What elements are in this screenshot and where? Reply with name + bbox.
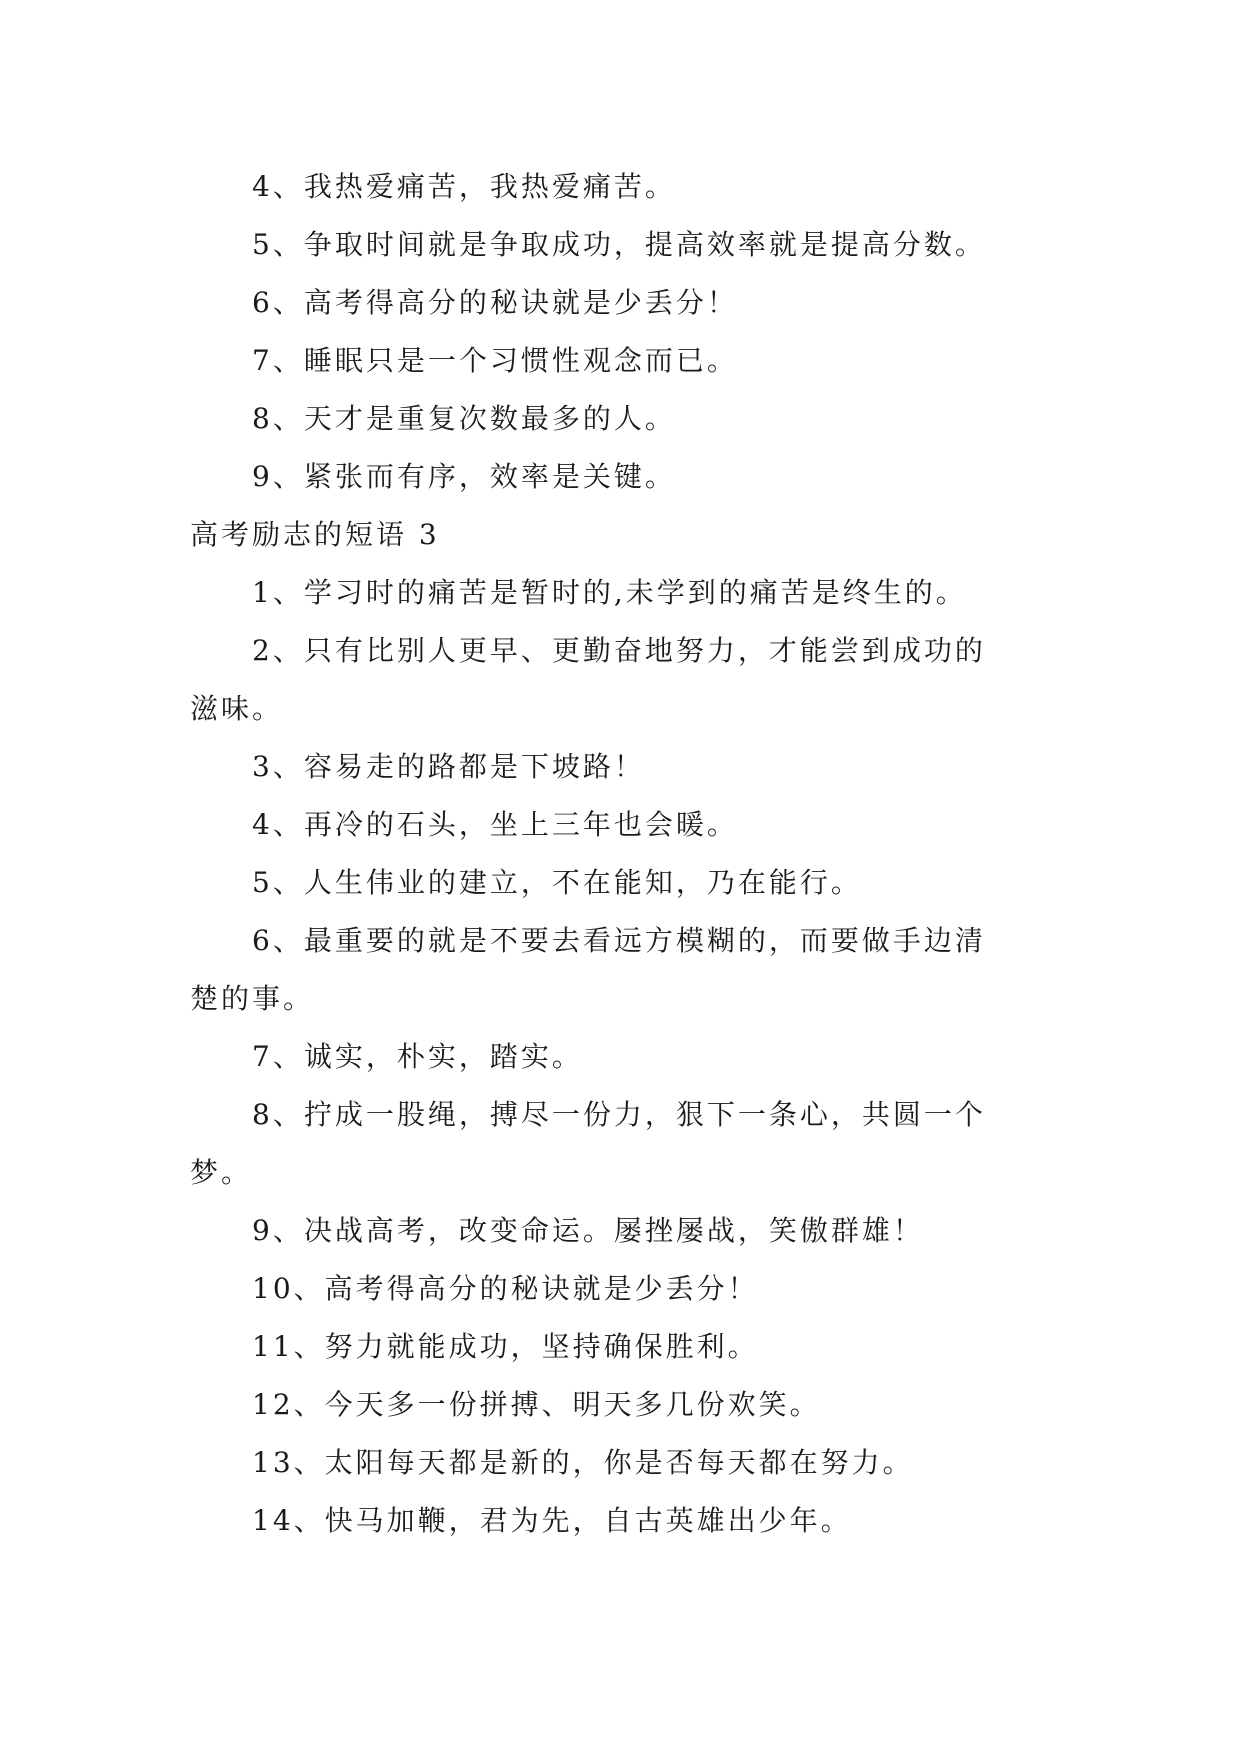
list-item: 5、人生伟业的建立，不在能知，乃在能行。	[252, 866, 862, 899]
list-item: 14、快马加鞭，君为先，自古英雄出少年。	[252, 1504, 852, 1537]
list-item-continuation: 楚的事。	[190, 982, 315, 1015]
list-item: 9、紧张而有序，效率是关键。	[252, 460, 676, 493]
list-item: 10、高考得高分的秘诀就是少丢分！	[252, 1272, 759, 1305]
list-item: 4、我热爱痛苦，我热爱痛苦。	[252, 170, 676, 203]
list-item: 2、只有比别人更早、更勤奋地努力，才能尝到成功的	[252, 634, 986, 667]
list-item: 7、睡眠只是一个习惯性观念而已。	[252, 344, 738, 377]
list-item: 7、诚实，朴实，踏实。	[252, 1040, 583, 1073]
list-item: 6、最重要的就是不要去看远方模糊的，而要做手边清	[252, 924, 986, 957]
document-body	[190, 158, 1050, 1550]
list-item: 9、决战高考，改变命运。屡挫屡战，笑傲群雄！	[252, 1214, 924, 1247]
list-item: 12、今天多一份拼搏、明天多几份欢笑。	[252, 1388, 821, 1421]
list-item: 3、容易走的路都是下坡路！	[252, 750, 645, 783]
list-item: 6、高考得高分的秘诀就是少丢分！	[252, 286, 738, 319]
list-item: 4、再冷的石头，坐上三年也会暖。	[252, 808, 738, 841]
list-item-continuation: 梦。	[190, 1156, 253, 1189]
list-item: 8、拧成一股绳，搏尽一份力，狠下一条心，共圆一个	[252, 1098, 986, 1131]
list-item: 13、太阳每天都是新的，你是否每天都在努力。	[252, 1446, 914, 1479]
section-heading: 高考励志的短语 3	[190, 518, 440, 551]
list-item: 8、天才是重复次数最多的人。	[252, 402, 676, 435]
list-item: 5、争取时间就是争取成功，提高效率就是提高分数。	[252, 228, 986, 261]
list-item: 1、学习时的痛苦是暂时的,未学到的痛苦是终生的。	[252, 576, 967, 609]
list-item-continuation: 滋味。	[190, 692, 284, 725]
list-item: 11、努力就能成功，坚持确保胜利。	[252, 1330, 759, 1363]
